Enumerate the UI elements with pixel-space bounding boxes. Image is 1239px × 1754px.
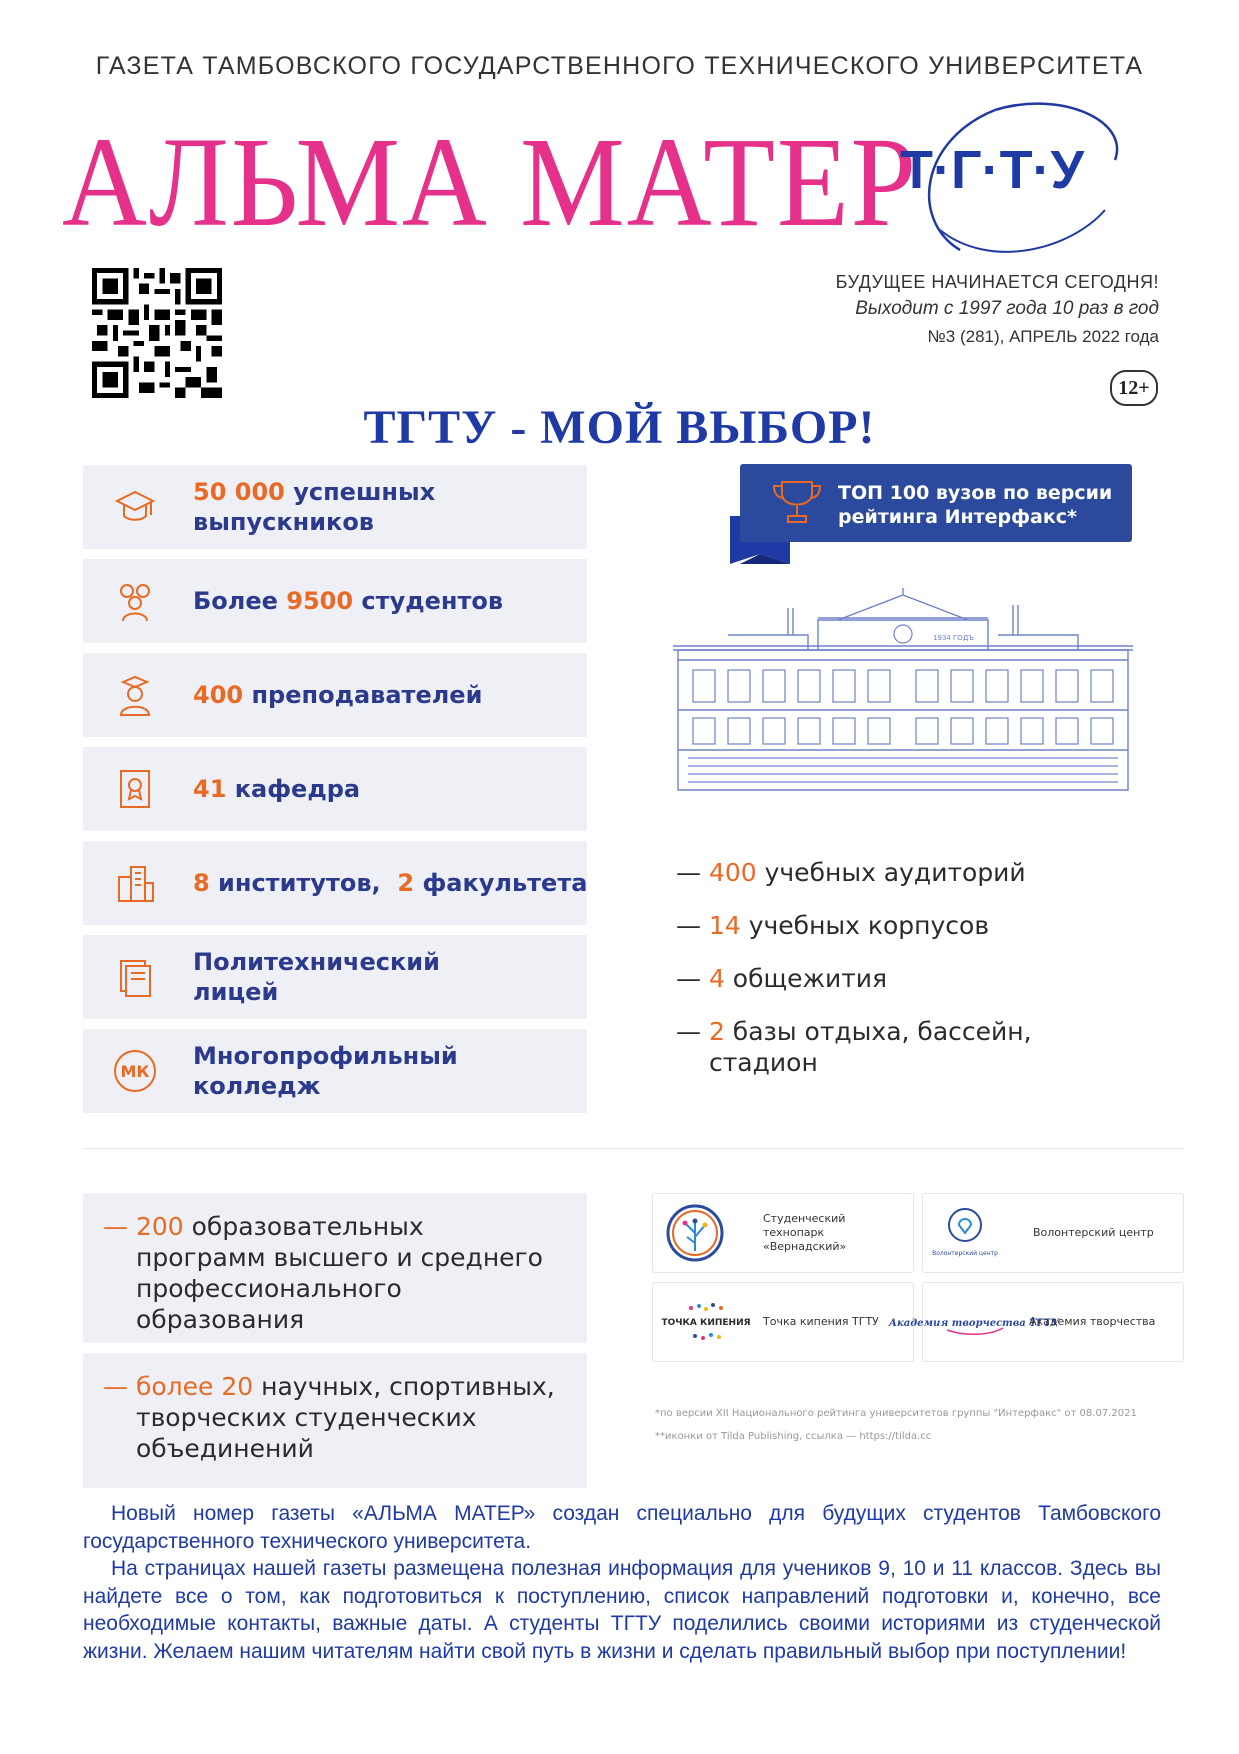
technopark-logo-icon — [665, 1203, 735, 1263]
building-date-text: 1934 ГОДЪ — [933, 634, 975, 642]
age-rating-badge: 12+ — [1110, 370, 1158, 406]
partner-volunteer — [922, 1193, 1184, 1273]
stat-college-text: Многопрофильный колледж — [193, 1042, 458, 1100]
footnote-icons: **иконки от Tilda Publishing, ссылка — https://tilda.cc — [655, 1431, 932, 1442]
volunteer-logo-icon — [932, 1203, 1005, 1263]
certificate-icon — [113, 767, 157, 811]
section-divider — [83, 1148, 1183, 1149]
volunteer-logo-text: Волонтерский центр — [932, 1250, 998, 1257]
stat-card-college — [83, 1029, 587, 1113]
headline: ТГТУ - МОЙ ВЫБОР! — [363, 401, 876, 454]
facility-item: — 400 учебных аудиторий — [676, 858, 1026, 887]
partner-boiling-point — [652, 1282, 914, 1362]
partner-label: Точка кипения ТГТУ — [763, 1315, 879, 1328]
associations-card: — более 20 научных, спортивных, творческих студенческих объединений — [83, 1353, 587, 1488]
stat-teachers-text: 400 преподавателей — [193, 681, 483, 709]
programs-card: — 200 образовательных программ высшего и среднего профессионального образования — [83, 1193, 587, 1343]
newspaper-subtitle: ГАЗЕТА ТАМБОВСКОГО ГОСУДАРСТВЕННОГО ТЕХНИЧЕСКОГО УНИВЕРСИТЕТА — [95, 52, 1144, 80]
stat-departments-text: 41 кафедра — [193, 775, 361, 803]
stat-card-teachers — [83, 653, 587, 737]
intro-paragraph: На страницах нашей газеты размещена полезная информация для учеников 9, 10 и 11 классов. Здесь вы найдете все о том, как подготовиться к поступлению, список направлений подготовки и, конечно, все необходимые контакты, важные даты. А студенты ТГТУ поделились своими историями из студенческой жизни. Желаем нашим читателям найти свой путь в жизни и сделать правильный выбор при поступлении! — [83, 1557, 1161, 1663]
partner-label: Академия творчества — [1029, 1315, 1156, 1328]
university-building-illustration — [668, 590, 1138, 790]
students-icon — [113, 579, 157, 623]
partner-label: Студенческий технопарк «Вернадский» — [763, 1212, 847, 1253]
partner-technopark — [652, 1193, 914, 1273]
tgtu-logo-icon — [900, 100, 1150, 260]
tgtu-logo-text: Т·Г·Т·У — [900, 140, 1085, 200]
publication-frequency: Выходит с 1997 года 10 раз в год — [855, 298, 1159, 319]
intro-text — [83, 1500, 1161, 1666]
issue-number: №3 (281), АПРЕЛЬ 2022 года — [927, 327, 1159, 346]
boiling-point-logo-text: ТОЧКА КИПЕНИЯ — [661, 1318, 751, 1328]
mk-badge-icon — [113, 1049, 157, 1093]
creativity-academy-logo-text: Академия творчества ТГТУ — [888, 1318, 1060, 1329]
buildings-icon — [113, 861, 157, 905]
partner-creativity-academy — [888, 1282, 1184, 1362]
stat-card-departments — [83, 747, 587, 831]
stat-institutes-text: 8 институтов, 2 факультета — [193, 869, 588, 897]
footnote-rating: *по версии XII Национального рейтинга университетов группы "Интерфакс" от 08.07.2021 — [655, 1408, 1137, 1419]
stat-card-lyceum — [83, 935, 587, 1019]
newspaper-title: АЛЬМА МАТЕР — [62, 111, 919, 253]
stat-students-text: Более 9500 студентов — [193, 587, 504, 615]
stat-graduates-text: 50 000 успешных выпускников — [193, 478, 436, 536]
mk-badge-text: МК — [120, 1062, 150, 1081]
ranking-ribbon-text: ТОП 100 вузов по версии рейтинга Интерфакс* — [838, 482, 1113, 528]
facility-item: — 4 общежития — [676, 964, 888, 993]
books-icon — [113, 955, 157, 999]
graduation-cap-icon — [113, 485, 157, 529]
partner-label: Волонтерский центр — [1033, 1226, 1154, 1239]
stat-card-institutes — [83, 841, 587, 925]
intro-paragraph: Новый номер газеты «АЛЬМА МАТЕР» создан специально для будущих студентов Тамбовского государственного технического университета. — [83, 1502, 1161, 1553]
slogan: БУДУЩЕЕ НАЧИНАЕТСЯ СЕГОДНЯ! — [835, 272, 1159, 292]
teacher-icon — [113, 673, 157, 717]
qr-code-icon — [92, 268, 222, 398]
stat-card-graduates — [83, 465, 587, 549]
boiling-point-logo-icon — [661, 1292, 751, 1352]
facility-item: — 2 базы отдыха, бассейн, — [676, 1017, 1032, 1046]
creativity-academy-logo-icon — [888, 1292, 1060, 1352]
facility-item-continuation: стадион — [709, 1048, 818, 1077]
stat-lyceum-text: Политехнический лицей — [193, 948, 440, 1006]
facility-item: — 14 учебных корпусов — [676, 911, 990, 940]
stat-card-students — [83, 559, 587, 643]
